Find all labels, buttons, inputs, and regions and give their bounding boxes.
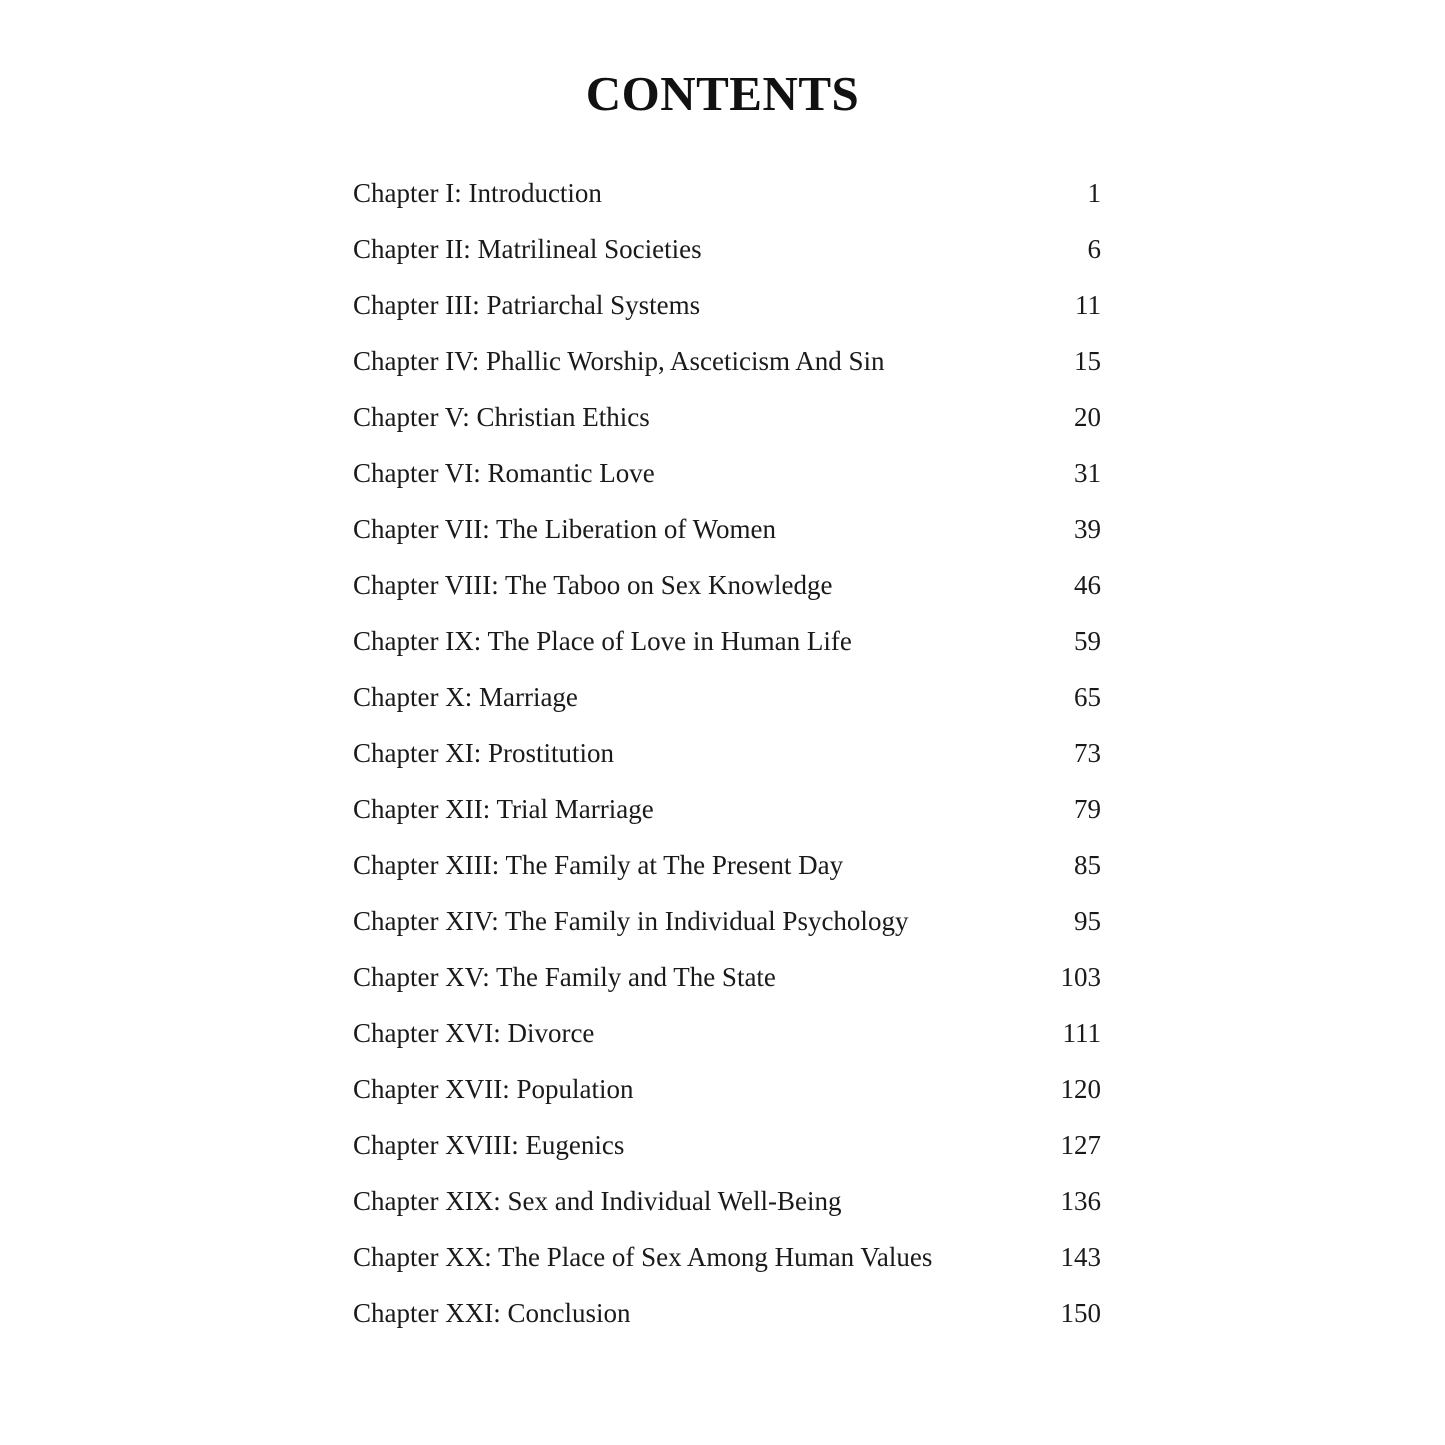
toc-entry-page-number: 39 [1074, 514, 1101, 544]
toc-entry-page-number: 85 [1074, 850, 1101, 880]
toc-entry-title: Chapter XVIII: Eugenics [353, 1130, 625, 1160]
toc-entry-page-number: 111 [1062, 1018, 1101, 1048]
toc-entry-page-number: 20 [1074, 402, 1101, 432]
toc-entry-page-number: 127 [1060, 1130, 1101, 1160]
toc-entry-page-number: 65 [1074, 682, 1101, 712]
toc-entry [353, 389, 1101, 445]
toc-entry [353, 333, 1101, 389]
toc-entry-title: Chapter VI: Romantic Love [353, 458, 655, 488]
toc-entry-title: Chapter II: Matrilineal Societies [353, 234, 702, 264]
toc-entry [353, 613, 1101, 669]
toc-entry-title: Chapter XIII: The Family at The Present Day [353, 850, 844, 880]
toc-entry-title: Chapter X: Marriage [353, 682, 578, 712]
toc-entry-page-number: 120 [1060, 1074, 1101, 1104]
toc-entry [353, 1005, 1101, 1061]
toc-entry-page-number: 1 [1087, 178, 1101, 208]
toc-entry-title: Chapter XVII: Population [353, 1074, 634, 1104]
toc-entry [353, 1173, 1101, 1229]
toc-entry-page-number: 15 [1074, 346, 1101, 376]
toc-entry-title: Chapter VIII: The Taboo on Sex Knowledge [353, 570, 833, 600]
page-title: CONTENTS [585, 66, 860, 121]
toc-entry [353, 165, 1101, 221]
toc-entry-title: Chapter IX: The Place of Love in Human Life [353, 626, 852, 656]
toc-entry-title: Chapter XX: The Place of Sex Among Human Values [353, 1242, 933, 1272]
toc-entry [353, 1285, 1101, 1341]
toc-entry-page-number: 73 [1074, 738, 1101, 768]
toc-entry-title: Chapter XXI: Conclusion [353, 1298, 631, 1328]
toc-entry-page-number: 46 [1074, 570, 1101, 600]
toc-entry-page-number: 143 [1060, 1242, 1101, 1272]
toc-entry-title: Chapter XV: The Family and The State [353, 962, 776, 992]
toc-entry-title: Chapter XIV: The Family in Individual Psychology [353, 906, 909, 936]
toc-entry [353, 1117, 1101, 1173]
table-of-contents [353, 165, 1101, 1341]
toc-entry [353, 1229, 1101, 1285]
toc-entry [353, 221, 1101, 277]
toc-entry-page-number: 103 [1060, 962, 1101, 992]
toc-entry [353, 557, 1101, 613]
toc-entry-title: Chapter V: Christian Ethics [353, 402, 650, 432]
toc-entry-page-number: 150 [1060, 1298, 1101, 1328]
toc-entry-page-number: 6 [1087, 234, 1101, 264]
toc-entry-page-number: 79 [1074, 794, 1101, 824]
toc-entry-page-number: 11 [1075, 290, 1101, 320]
toc-entry-title: Chapter XIX: Sex and Individual Well-Being [353, 1186, 842, 1216]
toc-entry [353, 893, 1101, 949]
toc-entry-title: Chapter VII: The Liberation of Women [353, 514, 776, 544]
toc-entry [353, 277, 1101, 333]
toc-entry [353, 949, 1101, 1005]
toc-entry [353, 669, 1101, 725]
toc-entry [353, 725, 1101, 781]
toc-entry-title: Chapter III: Patriarchal Systems [353, 290, 701, 320]
toc-entry-page-number: 136 [1060, 1186, 1101, 1216]
toc-entry [353, 501, 1101, 557]
toc-entry-page-number: 59 [1074, 626, 1101, 656]
toc-entry-title: Chapter XVI: Divorce [353, 1018, 595, 1048]
toc-entry [353, 1061, 1101, 1117]
toc-entry-title: Chapter XII: Trial Marriage [353, 794, 654, 824]
toc-entry [353, 837, 1101, 893]
toc-entry [353, 781, 1101, 837]
toc-entry [353, 445, 1101, 501]
toc-entry-title: Chapter IV: Phallic Worship, Asceticism And Sin [353, 346, 885, 376]
toc-entry-title: Chapter I: Introduction [353, 178, 602, 208]
toc-entry-page-number: 95 [1074, 906, 1101, 936]
toc-entry-page-number: 31 [1074, 458, 1101, 488]
toc-entry-title: Chapter XI: Prostitution [353, 738, 614, 768]
